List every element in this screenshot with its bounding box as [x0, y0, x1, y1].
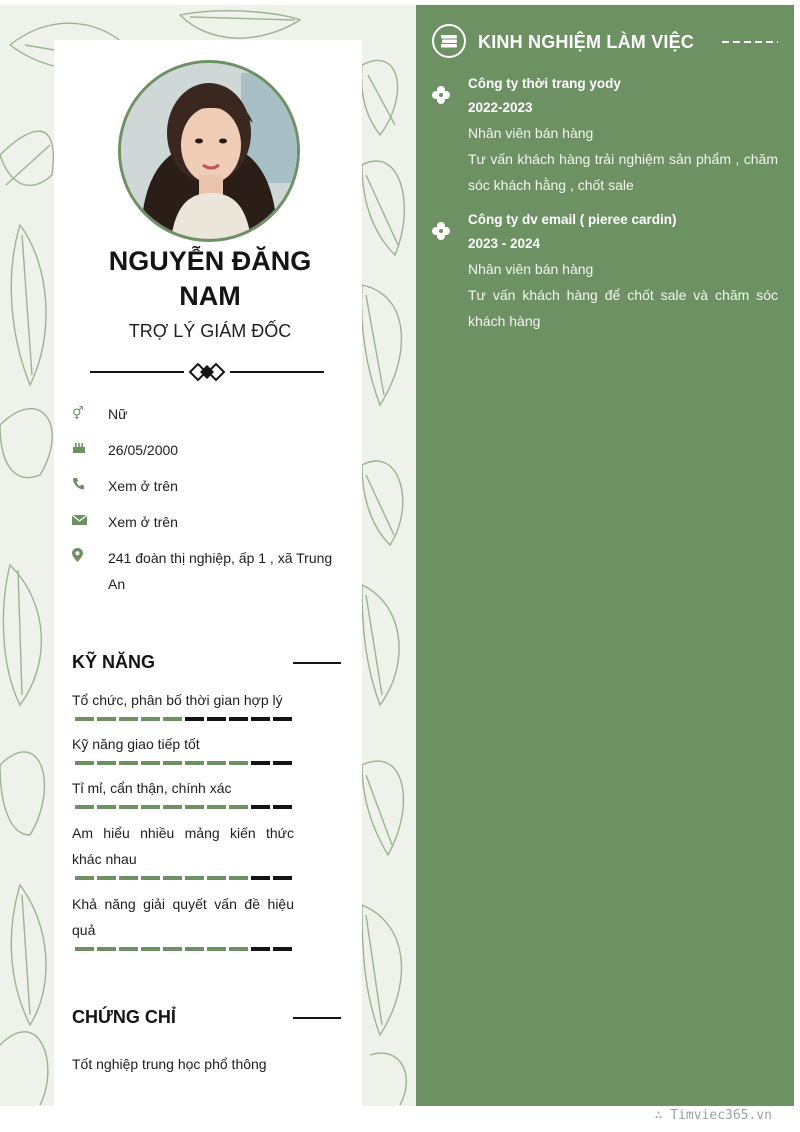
skill-segment: [119, 876, 138, 880]
skill-segment: [229, 947, 248, 951]
skill-segment: [75, 947, 94, 951]
info-text: Xem ở trên: [108, 514, 178, 530]
skill-segment: [185, 805, 204, 809]
skill-segment: [119, 805, 138, 809]
skill-segment: [229, 761, 248, 765]
skill-segment: [163, 717, 182, 721]
birthday-cake-icon: [72, 437, 108, 463]
skill-level-bar: [75, 761, 292, 765]
skill-segment: [229, 717, 248, 721]
skill-segment: [97, 717, 116, 721]
skill-segment: [97, 761, 116, 765]
section-rule: [293, 662, 341, 664]
job-role: Nhân viên bán hàng: [468, 261, 594, 277]
skill-segment: [141, 876, 160, 880]
skill-segment: [229, 805, 248, 809]
watermark: ∴ Timviec365.vn: [654, 1108, 772, 1123]
info-text: 26/05/2000: [108, 442, 179, 458]
info-email: [72, 509, 336, 535]
flower-bullet-icon: [432, 222, 450, 240]
skill-segment: [163, 805, 182, 809]
skill-label: Tổ chức, phân bố thời gian hợp lý: [72, 692, 283, 708]
skill-segment: [273, 761, 292, 765]
certificates-heading: CHỨNG CHỈ: [72, 1007, 176, 1027]
skill-level-bar: [75, 805, 292, 809]
skill-label: Khả năng giải quyết vấn đề hiệu quả: [72, 896, 294, 938]
skill-segment: [185, 761, 204, 765]
skill-segment: [141, 717, 160, 721]
job-company: Công ty thời trang yody: [468, 76, 621, 91]
skill-segment: [163, 876, 182, 880]
skill-segment: [229, 876, 248, 880]
job-title: TRỢ LÝ GIÁM ĐỐC: [128, 321, 292, 341]
skill-segment: [119, 717, 138, 721]
job-period: 2022-2023: [468, 100, 533, 115]
skill-segment: [163, 761, 182, 765]
phone-icon: [72, 473, 108, 499]
skill-segment: [141, 947, 160, 951]
skill-segment: [97, 805, 116, 809]
skill-segment: [251, 717, 270, 721]
skill-segment: [207, 761, 226, 765]
skill-segment: [97, 876, 116, 880]
skill-segment: [207, 805, 226, 809]
experience-header: [432, 24, 792, 62]
ornament-divider: [90, 360, 324, 384]
skill-segment: [75, 717, 94, 721]
envelope-icon: [72, 509, 108, 535]
skills-heading: KỸ NĂNG: [72, 652, 156, 672]
job-description: Tư vấn khách hàng để chốt sale và chăm sóc khách hàng: [468, 287, 778, 329]
skill-segment: [75, 761, 94, 765]
skill-segment: [119, 761, 138, 765]
skill-label: Tỉ mỉ, cẩn thận, chính xác: [72, 780, 232, 796]
skill-segment: [251, 947, 270, 951]
job-period: 2023 - 2024: [468, 236, 541, 251]
location-pin-icon: [72, 545, 108, 597]
skill-segment: [273, 717, 292, 721]
skill-segment: [119, 947, 138, 951]
job-company: Công ty dv email ( pieree cardin): [468, 212, 677, 227]
skill-segment: [185, 717, 204, 721]
skill-segment: [207, 876, 226, 880]
info-address: [72, 545, 336, 597]
skill-segment: [251, 761, 270, 765]
gender-icon: ⚥: [72, 406, 84, 421]
info-birthday: [72, 437, 336, 463]
skill-segment: [141, 805, 160, 809]
skill-segment: [141, 761, 160, 765]
info-text: Nữ: [108, 406, 128, 422]
experience-heading: KINH NGHIỆM LÀM VIỆC: [478, 32, 695, 52]
skill-segment: [207, 947, 226, 951]
skill-level-bar: [75, 876, 292, 880]
skill-segment: [185, 947, 204, 951]
info-text: 241 đoàn thị nghiệp, ấp 1 , xã Trung An: [108, 550, 333, 592]
skill-segment: [273, 876, 292, 880]
skill-segment: [185, 876, 204, 880]
job-entry: [468, 72, 778, 198]
job-description: Tư vấn khách hàng trải nghiệm sản phẩm , chăm sóc khách hằng , chốt sale: [468, 151, 778, 193]
skill-level-bar: [75, 717, 292, 721]
skill-level-bar: [75, 947, 292, 951]
flower-bullet-icon: [432, 86, 450, 104]
section-rule: [293, 1017, 341, 1019]
dashed-rule: [722, 41, 778, 43]
skill-segment: [207, 717, 226, 721]
skill-segment: [75, 876, 94, 880]
skill-segment: [273, 947, 292, 951]
skill-segment: [97, 947, 116, 951]
skill-label: Am hiểu nhiều mảng kiến thức khác nhau: [72, 825, 294, 867]
skill-segment: [273, 805, 292, 809]
avatar: [118, 60, 300, 242]
skill-segment: [163, 947, 182, 951]
books-icon: [432, 24, 466, 58]
job-entry: [468, 208, 778, 334]
info-text: Xem ở trên: [108, 478, 178, 494]
info-gender: [72, 401, 336, 427]
skill-segment: [251, 805, 270, 809]
skill-label: Kỹ năng giao tiếp tốt: [72, 736, 200, 752]
skill-segment: [251, 876, 270, 880]
full-name: NGUYỄN ĐĂNG NAM: [108, 246, 312, 311]
skill-segment: [75, 805, 94, 809]
info-phone: [72, 473, 336, 499]
certificate-item: Tốt nghiệp trung học phổ thông: [72, 1056, 267, 1072]
job-role: Nhân viên bán hàng: [468, 125, 594, 141]
